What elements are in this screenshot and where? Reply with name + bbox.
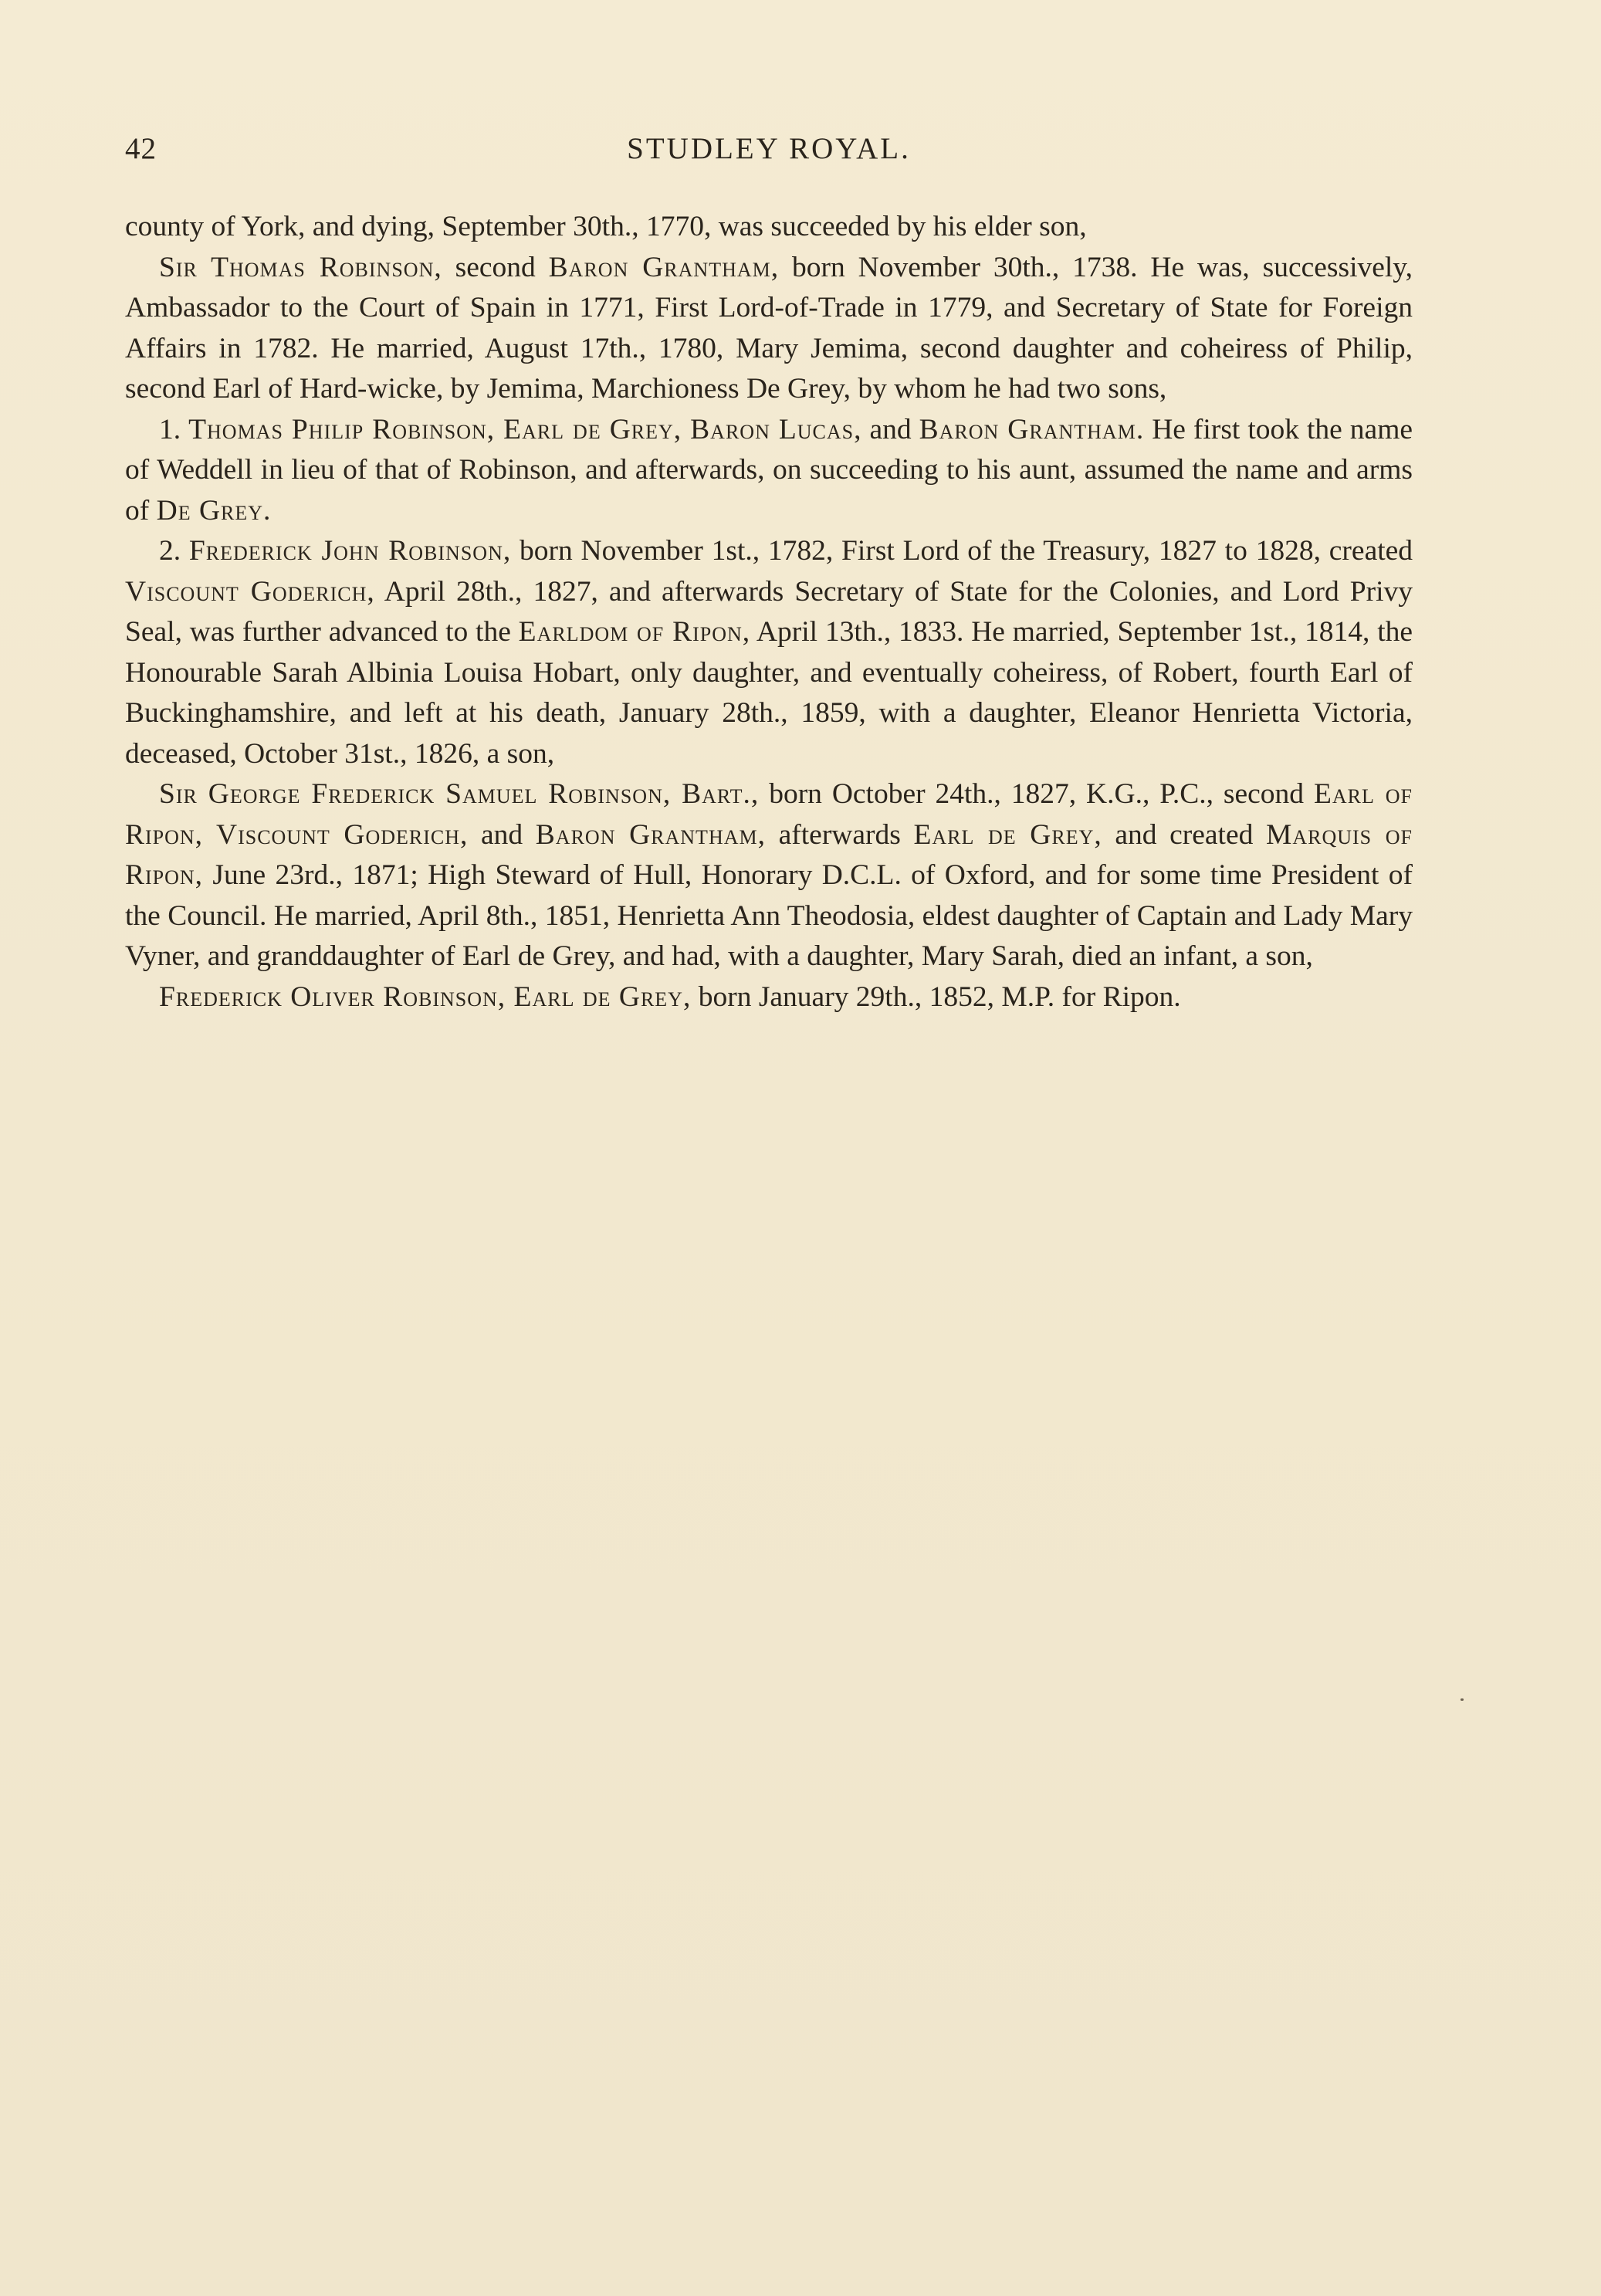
small-caps-name: Sir Thomas Robinson,	[159, 251, 442, 283]
small-caps-name: Earldom of Ripon,	[518, 616, 751, 648]
text-run: second	[442, 251, 549, 283]
small-caps-name: Baron Grantham.	[919, 413, 1145, 445]
text-run: and	[468, 818, 536, 851]
text-run: county of York, and dying, September 30th., 1770, was succeeded by his elder son,	[125, 211, 1087, 242]
small-caps-name: Sir George Frederick Samuel Robinson, Bart.,	[159, 778, 760, 810]
body-text	[125, 207, 1413, 1018]
text-run: and	[861, 413, 919, 445]
small-caps-name: Thomas Philip Robinson, Earl de Grey, Baron Lucas,	[188, 413, 862, 445]
text-run: afterwards	[766, 818, 914, 851]
paper-speck	[1461, 1698, 1464, 1701]
small-caps-name: Earl de Grey,	[913, 818, 1102, 851]
small-caps-name: Earl of Ripon, Viscount Goderich,	[125, 778, 1413, 851]
small-caps-name: Viscount Goderich,	[125, 575, 375, 608]
small-caps-name: Baron Grantham,	[535, 818, 766, 851]
running-title: STUDLEY ROYAL.	[627, 132, 911, 165]
text-run: born October 24th., 1827, K.G., P.C., second	[759, 778, 1314, 810]
text-run: born November 1st., 1782, First Lord of the Treasury, 1827 to 1828, created	[511, 535, 1413, 567]
text-run: 1.	[159, 413, 189, 445]
text-run: April 28th., 1827, and afterwards Secretary of State for the Colonies, and Lord Privy Seal, was further advanced to the	[125, 575, 1413, 648]
paragraph-son-1-thomas-philip	[125, 410, 1413, 532]
text-run: and created	[1102, 818, 1266, 851]
paragraph-sir-thomas-robinson	[125, 248, 1413, 410]
text-run: born January 29th., 1852, M.P. for Ripon.	[691, 980, 1181, 1013]
paragraph-son-2-frederick-john	[125, 531, 1413, 774]
small-caps-name: Marquis of Ripon,	[125, 818, 1413, 891]
page-header	[125, 131, 1413, 170]
text-run: He first took the name of Weddell in lieu of that of Robinson, and afterwards, on succeeding to his aunt, assumed the name and arms of	[125, 413, 1413, 527]
paragraph-frederick-oliver	[125, 977, 1413, 1018]
small-caps-name: Baron Grantham,	[548, 251, 780, 283]
text-run: June 23rd., 1871; High Steward of Hull, Honorary D.C.L. of Oxford, and for some time President of the Council. He married, April 8th., 1851, Henrietta Ann Theodosia, eldest daughter of Captain and Lady Mary Vyner, and granddaughter of Earl de Grey, and had, with a daughter, Mary Sarah, died an infant, a son,	[125, 859, 1413, 972]
paragraph-sir-george-frederick	[125, 774, 1413, 977]
text-run: 2.	[159, 535, 189, 567]
small-caps-name: Frederick Oliver Robinson, Earl de Grey,	[159, 980, 692, 1013]
paragraph-continuation	[125, 207, 1413, 248]
text-run: born November 30th., 1738. He was, successively, Ambassador to the Court of Spain in 1771, First Lord-of-Trade in 1779, and Secretary of State for Foreign Affairs in 1782. He married, August 17th., 1780, Mary Jemima, second daughter and coheiress of Philip, second Earl of Hard-wicke, by Jemima, Marchioness De Grey, by whom he had two sons,	[125, 251, 1413, 405]
small-caps-name: De Grey.	[156, 494, 272, 527]
page-number: 42	[125, 132, 157, 165]
small-caps-name: Frederick John Robinson,	[188, 535, 512, 567]
text-run: April 13th., 1833. He married, September 1st., 1814, the Honourable Sarah Albinia Louisa Hobart, only daughter, and eventually coheiress, of Robert, fourth Earl of Buckinghamshire, and left at his death, January 28th., 1859, with a daughter, Eleanor Henrietta Victoria, deceased, October 31st., 1826, a son,	[125, 616, 1413, 770]
